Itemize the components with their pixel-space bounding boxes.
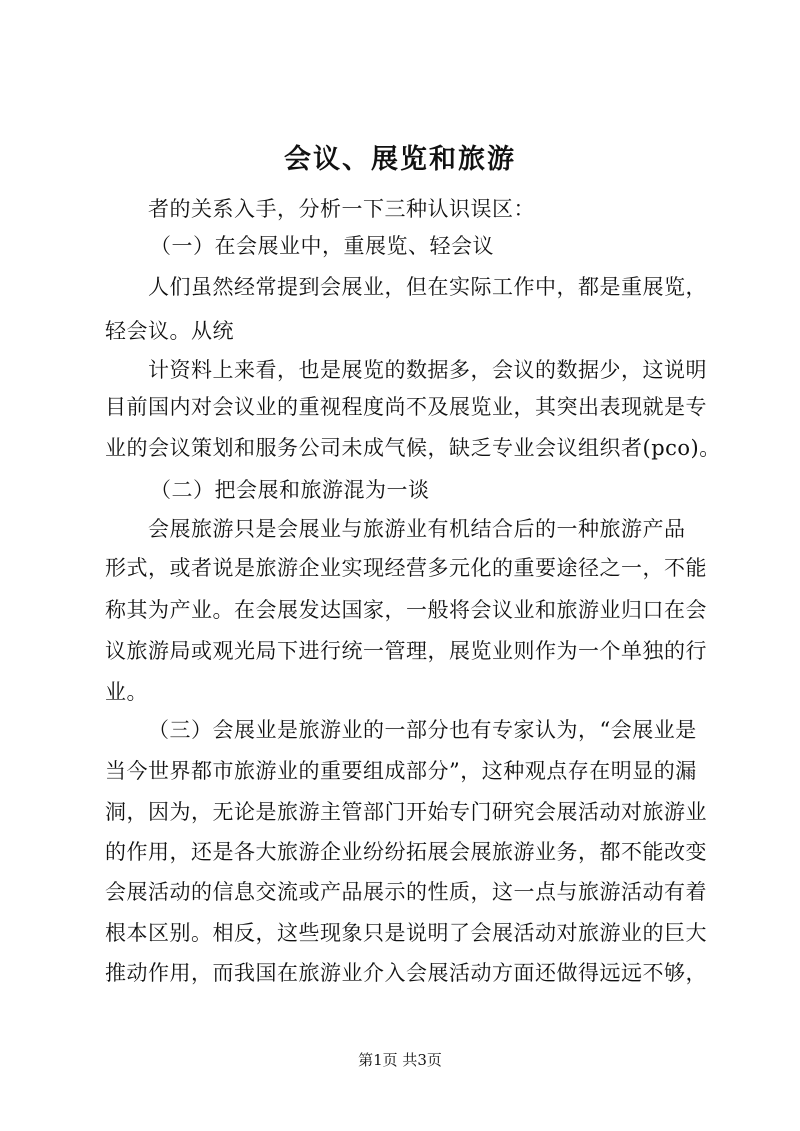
text-line-18: 会展活动的信息交流或产品展示的性质，这一点与旅游活动有着 xyxy=(105,880,707,904)
section-heading-3: （三）会展业是旅游业的一部分也有专家认为，“会展业是 xyxy=(148,718,697,742)
text-line-5: 计资料上来看，也是展览的数据多，会议的数据少，这说明 xyxy=(148,358,707,382)
text-line-20: 推动作用，而我国在旅游业介入会展活动方面还做得远远不够， xyxy=(105,961,707,985)
text-line-6: 目前国内对会议业的重视程度尚不及展览业，其突出表现就是专 xyxy=(105,395,707,419)
text-line-1: 者的关系入手，分析一下三种认识误区： xyxy=(148,197,535,221)
text-line-3: 人们虽然经常提到会展业，但在实际工作中，都是重展览， xyxy=(148,275,707,299)
text-line-16: 洞，因为，无论是旅游主管部门开始专门研究会展活动对旅游业 xyxy=(105,800,707,824)
text-line-11: 称其为产业。在会展发达国家，一般将会议业和旅游业归口在会 xyxy=(105,598,707,622)
text-line-13: 业。 xyxy=(105,680,148,704)
text-line-15: 当今世界都市旅游业的重要组成部分”，这种观点存在明显的漏 xyxy=(105,759,697,783)
text-line-17: 的作用，还是各大旅游企业纷纷拓展会展旅游业务，都不能改变 xyxy=(105,840,707,864)
section-heading-1: （一）在会展业中，重展览、轻会议 xyxy=(150,234,494,258)
text-line-4: 轻会议。从统 xyxy=(105,319,234,343)
page-footer: 第1页 共3页 xyxy=(358,1051,442,1069)
text-line-10: 形式，或者说是旅游企业实现经营多元化的重要途径之一，不能 xyxy=(105,556,707,580)
text-line-7: 业的会议策划和服务公司未成气候，缺乏专业会议组织者(pco)。 xyxy=(105,436,721,460)
text-line-12: 议旅游局或观光局下进行统一管理，展览业则作为一个单独的行 xyxy=(105,639,707,663)
page-title: 会议、展览和旅游 xyxy=(284,144,516,175)
section-heading-2: （二）把会展和旅游混为一谈 xyxy=(150,478,430,502)
text-line-19: 根本区别。相反，这些现象只是说明了会展活动对旅游业的巨大 xyxy=(105,921,707,945)
text-line-9: 会展旅游只是会展业与旅游业有机结合后的一种旅游产品 xyxy=(148,517,686,541)
